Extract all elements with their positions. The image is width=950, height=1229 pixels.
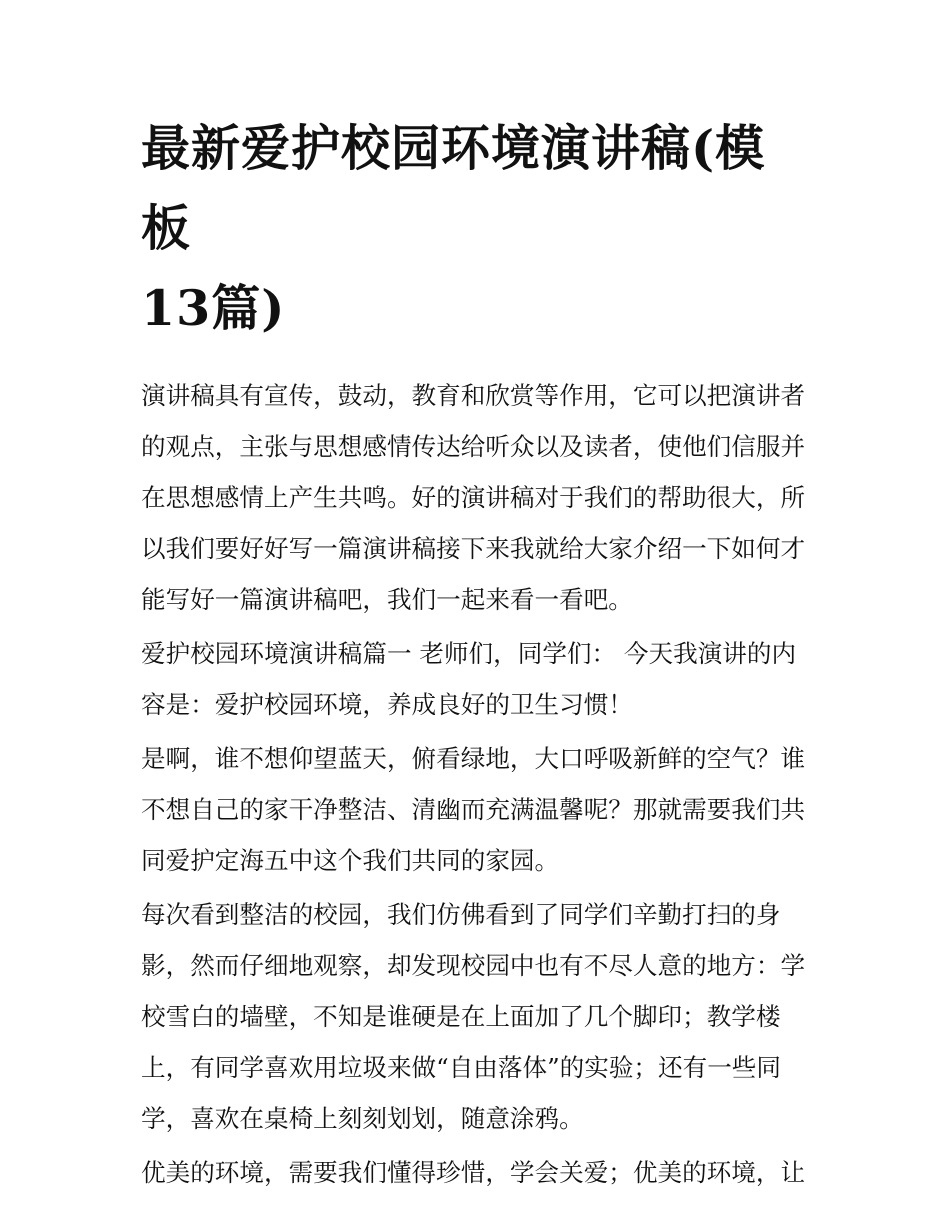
paragraph-blue-sky: 是啊，谁不想仰望蓝天，俯看绿地，大口呼吸新鲜的空气？谁 不想自己的家干净整洁、清幽而充满温馨呢？那就需要我们共 同爱护定海五中这个我们共同的家园。 [141, 744, 806, 875]
paragraph-greeting: 爱护校园环境演讲稿篇一 老师们，同学们： 今天我演讲的内 容是：爱护校园环境，养成良好的卫生习惯！ [141, 639, 797, 719]
paragraph-observation: 每次看到整洁的校园，我们仿佛看到了同学们辛勤打扫的身 影，然而仔细地观察，却发现校园中也有不尽人意的地方：学 校雪白的墙壁，不知是谁硬是在上面加了几个脚印；教学楼 上，有同学喜欢用垃圾来做“自由落体”的实验；还有一些同 学，喜欢在桌椅上刻刻划划，随意涂鸦。 [141, 900, 806, 1133]
paragraph-environment: 优美的环境，需要我们懂得珍惜，学会关爱；优美的环境，让 [141, 1158, 806, 1187]
document-title: 最新爱护校园环境演讲稿(模板 13篇) [141, 119, 766, 337]
document-body [141, 108, 813, 1201]
paragraph-intro: 演讲稿具有宣传，鼓动，教育和欣赏等作用，它可以把演讲者 的观点，主张与思想感情传达给听众以及读者，使他们信服并 在思想感情上产生共鸣。好的演讲稿对于我们的帮助很大，所 以我们要好好写一篇演讲稿接下来我就给大家介绍一下如何才 能写好一篇演讲稿吧，我们一起来看一看吧。 [141, 381, 806, 614]
